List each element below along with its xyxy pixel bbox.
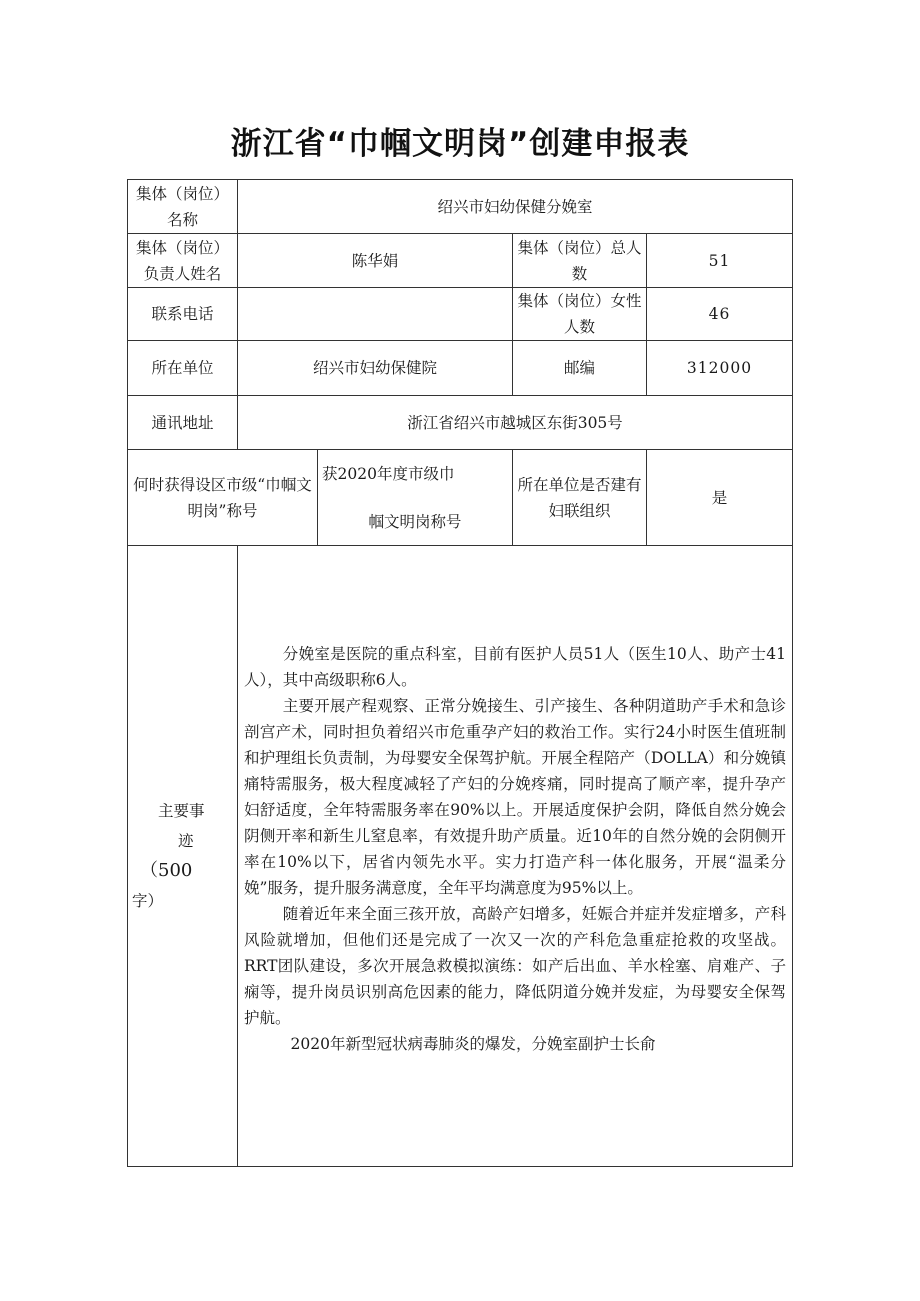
postcode-value: 312000 [647, 341, 793, 396]
address-label: 通讯地址 [128, 396, 238, 450]
unit-value: 绍兴市妇幼保健院 [238, 341, 513, 396]
deeds-paragraph: 随着近年来全面三孩开放，高龄产妇增多，妊娠合并症并发症增多，产科风险就增加，但他们还是完成了一次又一次的产科危急重症抢救的攻坚战。RRT团队建设，多次开展急救模拟演练：如产后出血、羊水栓塞、肩难产、子痫等，提升岗员识别高危因素的能力，降低阴道分娩并发症，为母婴安全保驾护航。 [244, 905, 787, 1027]
row-unit [128, 341, 793, 396]
total-value: 51 [647, 234, 793, 288]
name-label: 集体（岗位）名称 [128, 180, 238, 234]
row-award [128, 450, 793, 546]
main-deeds-label-line1: 主要事 [158, 802, 205, 820]
unit-label: 所在单位 [128, 341, 238, 396]
application-form-table [127, 179, 793, 1167]
women-org-value: 是 [647, 450, 793, 546]
address-value: 浙江省绍兴市越城区东街305号 [238, 396, 793, 450]
award-value-line1: 获2020年度市级巾 [322, 464, 455, 483]
postcode-label: 邮编 [513, 341, 647, 396]
main-deeds-label-line2: 迹 [178, 832, 194, 850]
row-phone [128, 288, 793, 341]
phone-value [238, 288, 513, 341]
deeds-paragraph: 主要开展产程观察、正常分娩接生、引产接生、各种阴道助产手术和急诊剖宫产术，同时担负着绍兴市危重孕产妇的救治工作。实行24小时医生值班制和护理组长负责制，为母婴安全保驾护航。开展全程陪产（DOLLA）和分娩镇痛特需服务，极大程度减轻了产妇的分娩疼痛，同时提高了顺产率，提升孕产妇舒适度，全年特需服务率在90%以上。开展适度保护会阴，降低自然分娩会阴侧开率和新生儿窒息率，有效提升助产质量。近10年的自然分娩的会阴侧开率在10%以下，居省内领先水平。实力打造产科一体化服务，开展“温柔分娩”服务，提升服务满意度，全年平均满意度为95%以上。 [244, 697, 787, 897]
row-leader [128, 234, 793, 288]
female-value: 46 [647, 288, 793, 341]
phone-label: 联系电话 [128, 288, 238, 341]
award-value-line2: 帼文明岗称号 [368, 512, 462, 531]
name-value: 绍兴市妇幼保健分娩室 [238, 180, 793, 234]
leader-label: 集体（岗位）负责人姓名 [128, 234, 238, 288]
row-collective-name [128, 180, 793, 234]
female-label: 集体（岗位）女性人数 [513, 288, 647, 341]
deeds-paragraph: 2020年新型冠状病毒肺炎的爆发，分娩室副护士长俞 [290, 1035, 656, 1053]
total-label: 集体（岗位）总人数 [513, 234, 647, 288]
main-deeds-label-line4: 字） [132, 892, 164, 910]
deeds-paragraph: 分娩室是医院的重点科室，目前有医护人员51人（医生10人、助产士41人），其中高级职称6人。 [244, 645, 787, 689]
women-org-label: 所在单位是否建有妇联组织 [513, 450, 647, 546]
leader-value: 陈华娟 [238, 234, 513, 288]
award-value [318, 450, 513, 546]
main-deeds-label [128, 546, 238, 1167]
row-main-deeds [128, 546, 793, 1167]
page-title: 浙江省“巾帼文明岗”创建申报表 [230, 126, 690, 162]
award-label: 何时获得设区市级“巾帼文明岗”称号 [128, 450, 318, 546]
row-address [128, 396, 793, 450]
main-deeds-content [238, 546, 793, 1167]
main-deeds-label-line3: （500 [140, 860, 193, 881]
